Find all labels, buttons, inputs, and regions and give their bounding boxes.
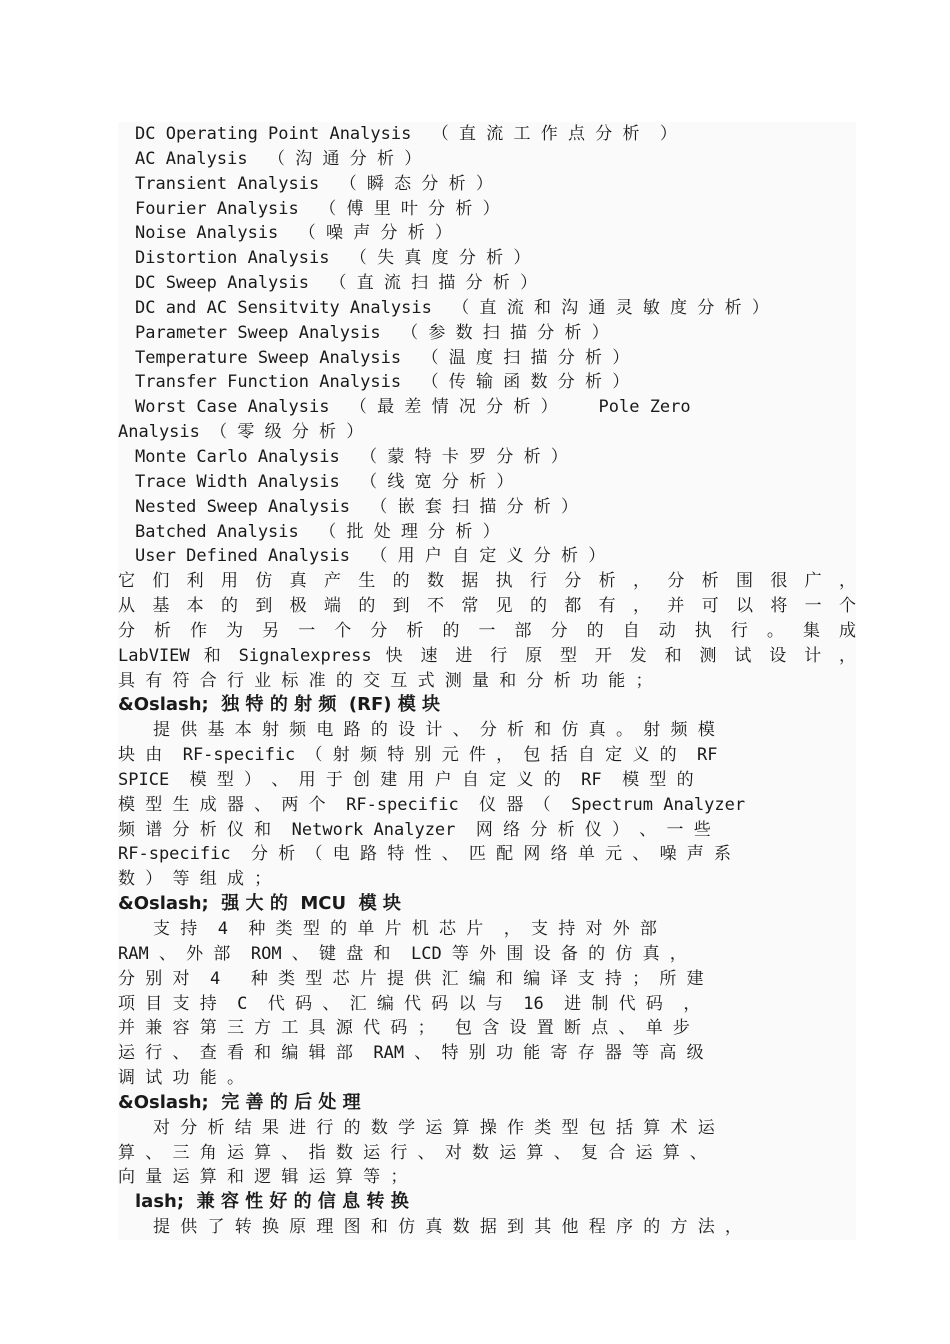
analysis-item: Fourier Analysis （ 傅 里 叶 分 析 ） xyxy=(135,198,500,219)
analysis-item: Transient Analysis （ 瞬 态 分 析 ） xyxy=(135,173,493,194)
analysis-item: Distortion Analysis （ 失 真 度 分 析 ） xyxy=(135,248,531,269)
paragraph-line: 分 析 作 为 另 一 个 分 析 的 一 部 分 的 自 动 执 行 。 集 成 xyxy=(118,620,856,641)
paragraph-line: SPICE 模 型 ） 、 用 于 创 建 用 户 自 定 义 的 RF 模 型 的 xyxy=(118,769,694,790)
paragraph-line: 运 行 、 查 看 和 编 辑 部 RAM 、 特 别 功 能 寄 存 器 等 高 级 xyxy=(118,1043,704,1064)
paragraph-line: 模 型 生 成 器 、 两 个 RF-specific 仪 器 （ Spectrum Analyzer xyxy=(118,794,746,815)
paragraph-line: 调 试 功 能 。 xyxy=(118,1068,244,1089)
analysis-item: Nested Sweep Analysis （ 嵌 套 扫 描 分 析 ） xyxy=(135,496,579,517)
paragraph-line: 对 分 析 结 果 进 行 的 数 学 运 算 操 作 类 型 包 括 算 术 运 xyxy=(153,1117,715,1138)
section-heading-rf: &Oslash; 独 特 的 射 频 (RF) 模 块 xyxy=(118,694,441,716)
paragraph-line: 块 由 RF-specific （ 射 频 特 别 元 件 ， 包 括 自 定 义 的 RF xyxy=(118,745,718,766)
paragraph-line: 从 基 本 的 到 极 端 的 到 不 常 见 的 都 有 ， 并 可 以 将 一 个 xyxy=(118,596,856,617)
paragraph-line: LabVIEW 和 Signalexpress 快 速 进 行 原 型 开 发 和 测 试 设 计 ， xyxy=(118,645,856,666)
analysis-item: Noise Analysis （ 噪 声 分 析 ） xyxy=(135,223,452,244)
paragraph-line: 频 谱 分 析 仪 和 Network Analyzer 网 络 分 析 仪 ） 、 一 些 xyxy=(118,819,711,840)
section-heading-mcu: &Oslash; 强 大 的 MCU 模 块 xyxy=(118,893,401,915)
paragraph-line: 算 、 三 角 运 算 、 指 数 运 行 、 对 数 运 算 、 复 合 运 算 、 xyxy=(118,1142,707,1163)
analysis-item-wrap: Analysis （ 零 级 分 析 ） xyxy=(118,422,364,443)
analysis-item: AC Analysis （ 沟 通 分 析 ） xyxy=(135,148,422,169)
analysis-item: DC and AC Sensitvity Analysis （ 直 流 和 沟 通 灵 敏 度 分 析 ） xyxy=(135,297,769,318)
paragraph-line: 提 供 基 本 射 频 电 路 的 设 计 、 分 析 和 仿 真 。 射 频 模 xyxy=(153,720,715,741)
paragraph-line: 数 ） 等 组 成 ； xyxy=(118,869,272,890)
analysis-item: Batched Analysis （ 批 处 理 分 析 ） xyxy=(135,521,500,542)
analysis-item: Temperature Sweep Analysis （ 温 度 扫 描 分 析 ） xyxy=(135,347,630,368)
paragraph-line: RAM 、 外 部 ROM 、 键 盘 和 LCD 等 外 围 设 备 的 仿 真 ， xyxy=(118,943,687,964)
section-heading-postprocess: &Oslash; 完 善 的 后 处 理 xyxy=(118,1091,361,1113)
analysis-item: Worst Case Analysis （ 最 差 情 况 分 析 ） Pole Zero xyxy=(135,397,691,418)
paragraph-line: RF-specific 分 析 （ 电 路 特 性 、 匹 配 网 络 单 元 、 噪 声 系 xyxy=(118,844,732,865)
analysis-item: Transfer Function Analysis （ 传 输 函 数 分 析 ） xyxy=(135,372,630,393)
text-block xyxy=(118,122,856,1240)
paragraph-line: 并 兼 容 第 三 方 工 具 源 代 码 ； 包 含 设 置 断 点 、 单 步 xyxy=(118,1018,690,1039)
paragraph-line: 项 目 支 持 C 代 码 、 汇 编 代 码 以 与 16 进 制 代 码 ， xyxy=(118,993,701,1014)
analysis-item: Parameter Sweep Analysis （ 参 数 扫 描 分 析 ） xyxy=(135,322,609,343)
analysis-item: User Defined Analysis （ 用 户 自 定 义 分 析 ） xyxy=(135,546,606,567)
paragraph-line: 支 持 4 种 类 型 的 单 片 机 芯 片 ， 支 持 对 外 部 xyxy=(153,919,657,939)
paragraph-line: 它 们 利 用 仿 真 产 生 的 数 据 执 行 分 析 ， 分 析 围 很 广 ， xyxy=(118,571,856,592)
paragraph-line: 具 有 符 合 行 业 标 准 的 交 互 式 测 量 和 分 析 功 能 ； xyxy=(118,670,653,691)
analysis-item: DC Sweep Analysis （ 直 流 扫 描 分 析 ） xyxy=(135,273,538,294)
analysis-item: Trace Width Analysis （ 线 宽 分 析 ） xyxy=(135,471,514,492)
section-heading-compat: lash; 兼 容 性 好 的 信 息 转 换 xyxy=(135,1191,409,1213)
paragraph-line: 提 供 了 转 换 原 理 图 和 仿 真 数 据 到 其 他 程 序 的 方 法 ， xyxy=(153,1217,742,1238)
analysis-item: DC Operating Point Analysis （ 直 流 工 作 点 分 析 ） xyxy=(135,124,677,144)
analysis-item: Monte Carlo Analysis （ 蒙 特 卡 罗 分 析 ） xyxy=(135,446,568,467)
paragraph-line: 向 量 运 算 和 逻 辑 运 算 等 ； xyxy=(118,1167,408,1188)
paragraph-line: 分 别 对 4 种 类 型 芯 片 提 供 汇 编 和 编 译 支 持 ； 所 建 xyxy=(118,968,704,989)
